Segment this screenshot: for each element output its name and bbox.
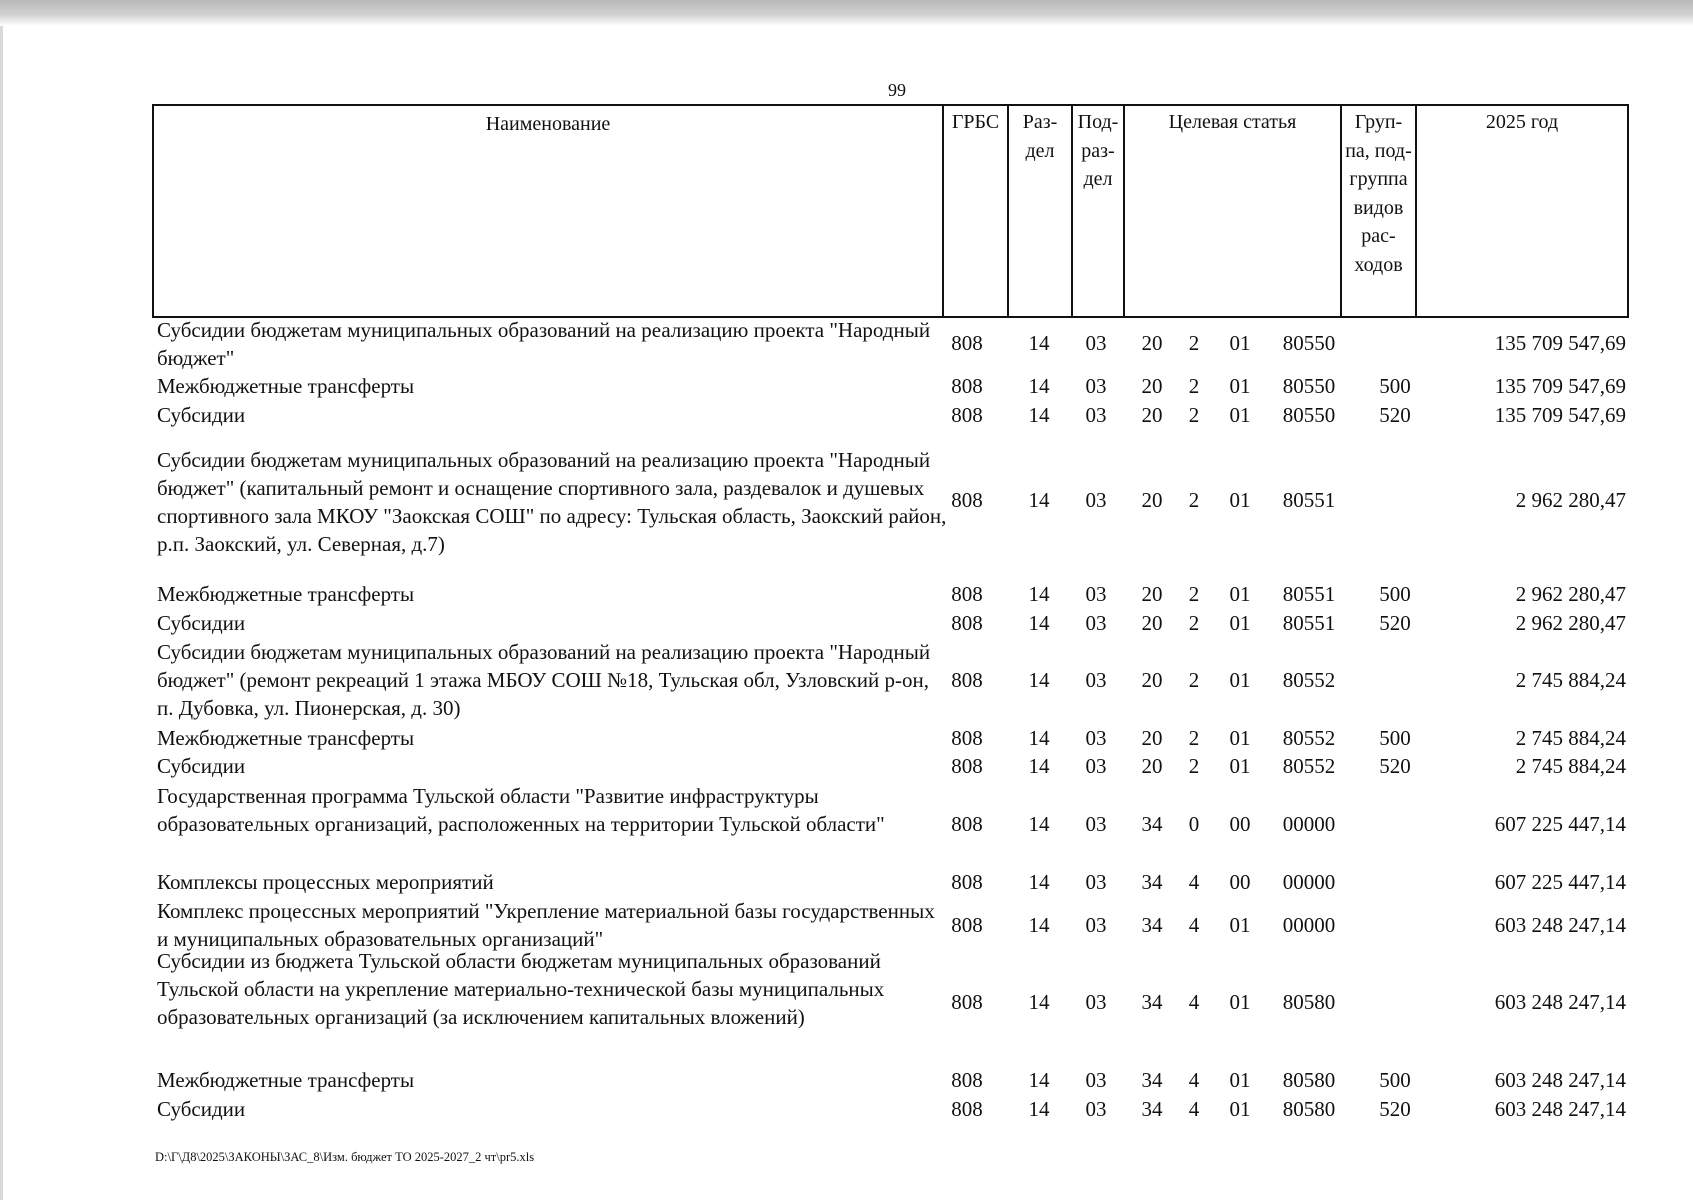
row-c1: 20 [1141,582,1163,606]
row-razdel: 14 [1028,611,1050,635]
row-grbs: 808 [951,812,983,836]
row-c4: 80550 [1282,403,1336,427]
row-razdel: 14 [1028,812,1050,836]
row-name: Субсидии [157,611,246,635]
row-grbs: 808 [951,488,983,512]
column-header-podrazdel: Под- раз- дел [1072,105,1124,317]
row-grbs: 808 [951,913,983,937]
row-vr: 520 [1379,1097,1411,1121]
row-podrazdel: 03 [1085,374,1107,398]
row-c2: 2 [1188,754,1200,778]
row-c4: 80550 [1282,374,1336,398]
row-c1: 20 [1141,374,1163,398]
row-grbs: 808 [951,726,983,750]
row-podrazdel: 03 [1085,990,1107,1014]
row-c1: 34 [1141,1068,1163,1092]
row-amount: 603 248 247,14 [1494,913,1626,937]
row-podrazdel: 03 [1085,403,1107,427]
row-vr: 500 [1379,1068,1411,1092]
row-podrazdel: 03 [1085,726,1107,750]
column-header-razdel: Раз- дел [1008,105,1072,317]
row-c2: 0 [1188,812,1200,836]
row-c1: 34 [1141,870,1163,894]
column-header-vr: Груп- па, под- группа видов рас- ходов [1341,105,1416,317]
row-grbs: 808 [951,1068,983,1092]
row-amount: 135 709 547,69 [1494,331,1626,355]
row-c4: 80580 [1282,1097,1336,1121]
row-grbs: 808 [951,611,983,635]
row-c4: 00000 [1282,812,1336,836]
row-vr: 520 [1379,611,1411,635]
row-c2: 2 [1188,403,1200,427]
row-c1: 20 [1141,403,1163,427]
row-c3: 01 [1229,582,1251,606]
row-name: Субсидии [157,1097,246,1121]
row-name: Субсидии [157,403,246,427]
row-c3: 01 [1229,726,1251,750]
row-c4: 00000 [1282,913,1336,937]
row-grbs: 808 [951,1097,983,1121]
row-c3: 01 [1229,611,1251,635]
row-razdel: 14 [1028,754,1050,778]
column-header-year: 2025 год [1416,105,1628,317]
row-grbs: 808 [951,582,983,606]
row-podrazdel: 03 [1085,870,1107,894]
row-name: Межбюджетные трансферты [157,1068,415,1092]
row-name: Субсидии из бюджета Тульской области бюджетам муниципальных образований Тульской области на укрепление материально-технической базы муниципальных образовательных организаций (за исключением капитальных вложений) [157,949,885,1029]
row-c1: 34 [1141,913,1163,937]
row-c1: 20 [1141,754,1163,778]
row-amount: 607 225 447,14 [1494,870,1626,894]
row-razdel: 14 [1028,582,1050,606]
row-grbs: 808 [951,990,983,1014]
row-podrazdel: 03 [1085,754,1107,778]
scan-edge-left [0,26,3,1200]
row-c1: 20 [1141,726,1163,750]
row-razdel: 14 [1028,668,1050,692]
row-c1: 20 [1141,668,1163,692]
row-name: Субсидии бюджетам муниципальных образований на реализацию проекта "Народный бюджет" (ремонт рекреаций 1 этажа МБОУ СОШ №18, Тульская обл, Узловский р-он, п. Дубовка, ул. Пионерская, д. 30) [157,640,931,720]
row-c4: 80552 [1282,754,1336,778]
row-c1: 34 [1141,812,1163,836]
scan-edge-top [0,0,1693,26]
table-header [152,104,1629,318]
row-c1: 20 [1141,331,1163,355]
row-vr: 520 [1379,754,1411,778]
row-podrazdel: 03 [1085,668,1107,692]
row-c2: 4 [1188,990,1200,1014]
row-c4: 80552 [1282,668,1336,692]
row-amount: 603 248 247,14 [1494,1097,1626,1121]
row-name: Субсидии бюджетам муниципальных образований на реализацию проекта "Народный бюджет" (капитальный ремонт и оснащение спортивного зала, раздевалок и душевых спортивного зала МКОУ "Заокская СОШ" по адресу: Тульская область, Заокский район, р.п. Заокский, ул. Северная, д.7) [157,448,947,556]
row-c2: 2 [1188,726,1200,750]
row-c3: 01 [1229,754,1251,778]
row-c1: 34 [1141,1097,1163,1121]
row-c4: 80580 [1282,990,1336,1014]
row-c4: 80551 [1282,488,1336,512]
row-c4: 80550 [1282,331,1336,355]
row-c2: 2 [1188,582,1200,606]
row-amount: 2 745 884,24 [1515,668,1626,692]
row-vr: 520 [1379,403,1411,427]
row-name: Государственная программа Тульской области "Развитие инфраструктуры образовательных организаций, расположенных на территории Тульской области" [157,784,885,836]
row-c2: 4 [1188,1068,1200,1092]
row-grbs: 808 [951,331,983,355]
row-c2: 2 [1188,331,1200,355]
row-c1: 20 [1141,611,1163,635]
row-c3: 00 [1229,812,1251,836]
row-grbs: 808 [951,870,983,894]
row-c3: 01 [1229,403,1251,427]
column-header-grbs: ГРБС [943,105,1008,317]
row-c3: 01 [1229,1068,1251,1092]
row-name: Комплексы процессных мероприятий [157,870,494,894]
row-podrazdel: 03 [1085,582,1107,606]
row-c4: 80551 [1282,611,1336,635]
row-razdel: 14 [1028,1068,1050,1092]
row-vr: 500 [1379,726,1411,750]
column-header-target: Целевая статья [1124,105,1341,317]
row-podrazdel: 03 [1085,812,1107,836]
row-amount: 603 248 247,14 [1494,990,1626,1014]
row-name: Субсидии [157,754,246,778]
row-c4: 80552 [1282,726,1336,750]
row-razdel: 14 [1028,488,1050,512]
row-razdel: 14 [1028,990,1050,1014]
row-c3: 01 [1229,331,1251,355]
row-c2: 2 [1188,611,1200,635]
row-amount: 2 745 884,24 [1515,754,1626,778]
row-amount: 603 248 247,14 [1494,1068,1626,1092]
row-c2: 4 [1188,870,1200,894]
row-c3: 01 [1229,913,1251,937]
page-number: 99 [888,80,906,100]
row-c3: 00 [1229,870,1251,894]
row-grbs: 808 [951,374,983,398]
row-c4: 80551 [1282,582,1336,606]
row-razdel: 14 [1028,1097,1050,1121]
row-c2: 4 [1188,1097,1200,1121]
row-amount: 2 962 280,47 [1515,582,1626,606]
row-c2: 2 [1188,488,1200,512]
row-razdel: 14 [1028,870,1050,894]
row-c4: 80580 [1282,1068,1336,1092]
row-podrazdel: 03 [1085,488,1107,512]
row-name: Комплекс процессных мероприятий "Укрепление материальной базы государственных и муниципальных образовательных организаций" [157,899,935,951]
row-podrazdel: 03 [1085,913,1107,937]
row-c3: 01 [1229,668,1251,692]
row-c1: 34 [1141,990,1163,1014]
row-name: Субсидии бюджетам муниципальных образований на реализацию проекта "Народный бюджет" [157,318,931,370]
column-header-name: Наименование [153,105,943,317]
row-razdel: 14 [1028,403,1050,427]
row-amount: 2 745 884,24 [1515,726,1626,750]
row-podrazdel: 03 [1085,331,1107,355]
file-path-footer: D:\Г\Д8\2025\ЗАКОНЫ\ЗАС_8\Изм. бюджет ТО 2025-2027_2 чт\pr5.xls [155,1150,535,1164]
row-c4: 00000 [1282,870,1336,894]
row-amount: 2 962 280,47 [1515,488,1626,512]
row-name: Межбюджетные трансферты [157,582,415,606]
row-amount: 2 962 280,47 [1515,611,1626,635]
row-c3: 01 [1229,488,1251,512]
row-grbs: 808 [951,403,983,427]
row-razdel: 14 [1028,374,1050,398]
row-c2: 2 [1188,374,1200,398]
row-amount: 135 709 547,69 [1494,403,1626,427]
row-c3: 01 [1229,374,1251,398]
row-c2: 4 [1188,913,1200,937]
row-grbs: 808 [951,668,983,692]
row-podrazdel: 03 [1085,611,1107,635]
row-c3: 01 [1229,1097,1251,1121]
row-amount: 135 709 547,69 [1494,374,1626,398]
row-vr: 500 [1379,582,1411,606]
row-name: Межбюджетные трансферты [157,374,415,398]
row-razdel: 14 [1028,913,1050,937]
row-grbs: 808 [951,754,983,778]
row-c2: 2 [1188,668,1200,692]
row-vr: 500 [1379,374,1411,398]
row-razdel: 14 [1028,331,1050,355]
row-amount: 607 225 447,14 [1494,812,1626,836]
row-c1: 20 [1141,488,1163,512]
row-podrazdel: 03 [1085,1068,1107,1092]
row-c3: 01 [1229,990,1251,1014]
row-razdel: 14 [1028,726,1050,750]
row-podrazdel: 03 [1085,1097,1107,1121]
row-name: Межбюджетные трансферты [157,726,415,750]
